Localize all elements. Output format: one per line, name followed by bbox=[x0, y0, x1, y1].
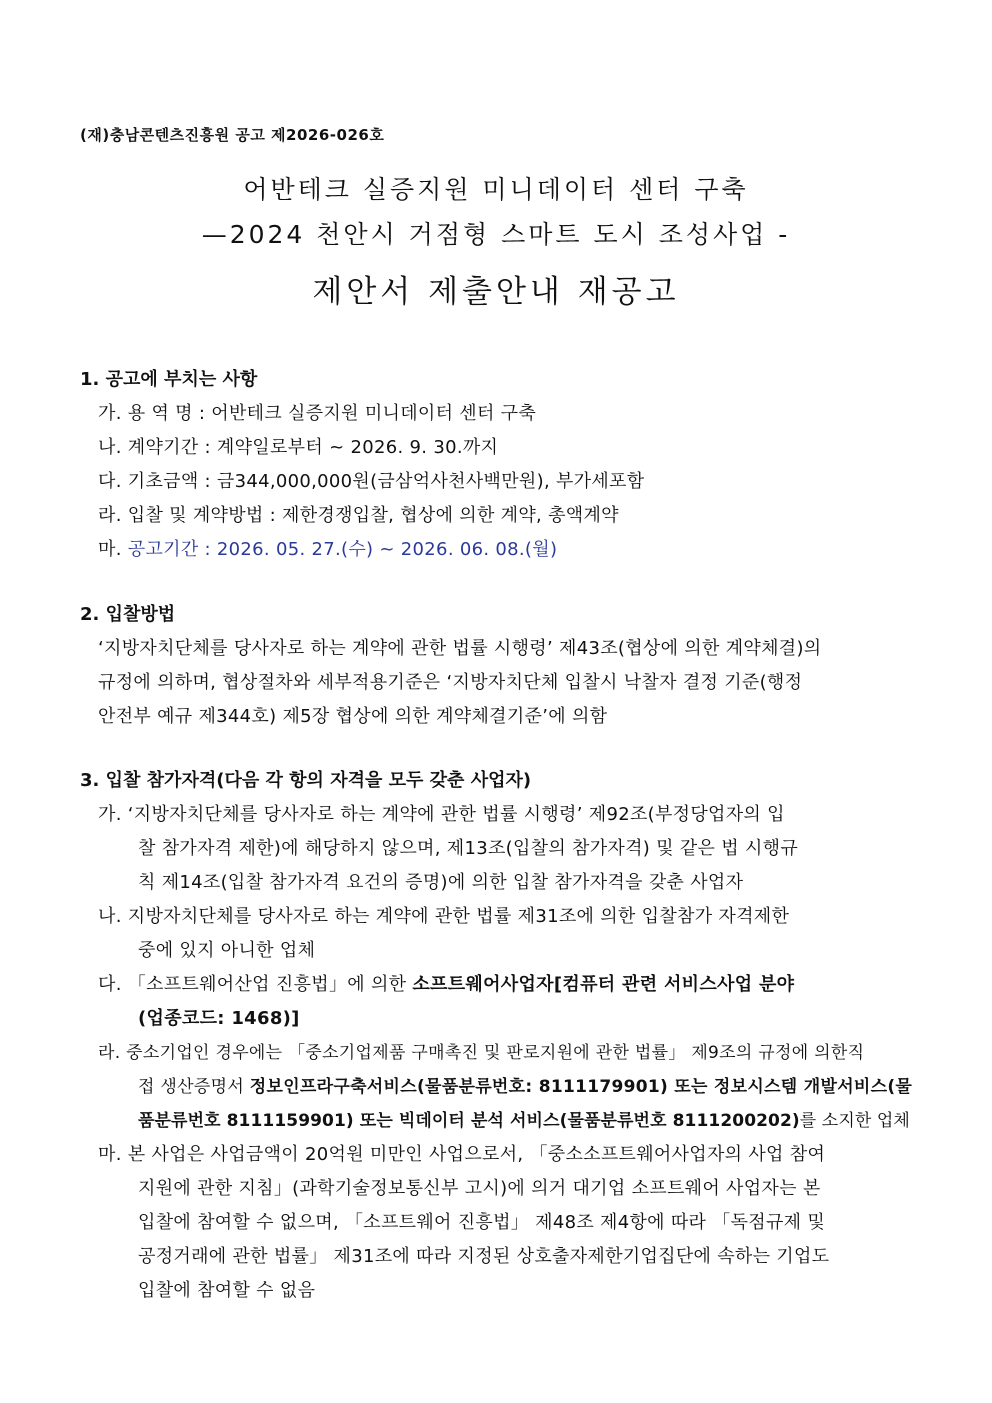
item-text: 지방자치단체를 당사자로 하는 계약에 관한 법률 제31조에 의한 입찰참가 자격제한 bbox=[127, 906, 790, 927]
item-marker: 마. bbox=[98, 539, 122, 560]
item-marker: 라. bbox=[98, 505, 122, 526]
item-continuation bbox=[138, 1106, 910, 1131]
item-text: ‘지방자치단체를 당사자로 하는 계약에 관한 법률 시행령’ 제92조(부정당업자의 입 bbox=[127, 804, 785, 825]
item-continuation bbox=[138, 1072, 912, 1097]
item-continuation: 공정거래에 관한 법률」 제31조에 따라 지정된 상호출자제한기업집단에 속하는 기업도 bbox=[138, 1246, 830, 1267]
section-1-item-ra bbox=[98, 501, 619, 527]
item-text: 본 사업은 사업금액이 20억원 미만인 사업으로서, 「중소소프트웨어사업자의 사업 참여 bbox=[127, 1144, 826, 1165]
section-3-item-ma bbox=[98, 1140, 825, 1166]
item-text: 「소프트웨어산업 진흥법」에 의한 bbox=[127, 974, 413, 995]
item-text-emphasis: 소프트웨어사업자[컴퓨터 관련 서비스사업 분야 bbox=[412, 974, 795, 995]
item-value: 2026. 05. 27.(수) ~ 2026. 06. 08.(월) bbox=[216, 539, 558, 560]
item-marker: 가. bbox=[98, 403, 122, 424]
section-1-item-na bbox=[98, 433, 498, 459]
item-continuation: 입찰에 참여할 수 없음 bbox=[138, 1280, 316, 1301]
section-3-item-ra bbox=[98, 1038, 864, 1063]
item-marker: 나. bbox=[98, 437, 122, 458]
section-2-line: 안전부 예규 제344호) 제5장 협상에 의한 계약체결기준’에 의함 bbox=[98, 706, 608, 727]
section-3-item-na bbox=[98, 902, 789, 928]
item-marker: 다. bbox=[98, 471, 122, 492]
item-value: 어반테크 실증지원 미니데이터 센터 구축 bbox=[211, 403, 537, 424]
item-marker: 나. bbox=[98, 906, 122, 927]
item-continuation: 칙 제14조(입찰 참가자격 요건의 증명)에 의한 입찰 참가자격을 갖춘 사업자 bbox=[138, 872, 744, 893]
item-value: 금344,000,000원(금삼억사천사백만원), 부가세포함 bbox=[216, 471, 645, 492]
item-text: 를 소지한 업체 bbox=[799, 1111, 910, 1131]
item-marker: 가. bbox=[98, 804, 122, 825]
item-continuation: 찰 참가자격 제한)에 해당하지 않으며, 제13조(입찰의 참가자격) 및 같은 법 시행규 bbox=[138, 838, 799, 859]
document-title: 제안서 제출안내 재공고 bbox=[312, 274, 680, 310]
title-line-2: —2024 천안시 거점형 스마트 도시 조성사업 - bbox=[201, 220, 791, 249]
title-line-1: 어반테크 실증지원 미니데이터 센터 구축 bbox=[243, 175, 749, 204]
item-label: 공고기간 : bbox=[127, 539, 211, 560]
section-1-item-ga bbox=[98, 399, 536, 425]
item-value: 계약일로부터 ~ 2026. 9. 30.까지 bbox=[216, 437, 499, 458]
section-1-item-ma bbox=[98, 535, 557, 561]
item-text-emphasis: 정보인프라구축서비스(물품분류번호: 8111179901) 또는 정보시스템 개발서비스(물 bbox=[249, 1077, 913, 1097]
item-text-emphasis: 품분류번호 8111159901) 또는 빅데이터 분석 서비스(물품분류번호 8111200202) bbox=[138, 1111, 800, 1131]
item-marker: 다. bbox=[98, 974, 122, 995]
section-2-heading: 2. 입찰방법 bbox=[80, 604, 176, 625]
item-marker: 라. bbox=[98, 1043, 121, 1063]
item-label: 용 역 명 : bbox=[127, 403, 206, 424]
item-label: 계약기간 : bbox=[127, 437, 211, 458]
section-3-item-da bbox=[98, 970, 794, 996]
notice-number: (재)충남콘텐츠진흥원 공고 제2026-026호 bbox=[80, 126, 385, 144]
item-label: 입찰 및 계약방법 : bbox=[127, 505, 276, 526]
section-1-heading: 1. 공고에 부치는 사항 bbox=[80, 369, 258, 390]
section-3-heading: 3. 입찰 참가자격(다음 각 항의 자격을 모두 갖춘 사업자) bbox=[80, 770, 532, 791]
section-2-line: ‘지방자치단체를 당사자로 하는 계약에 관한 법률 시행령’ 제43조(협상에 의한 계약체결)의 bbox=[98, 638, 822, 659]
section-2-line: 규정에 의하며, 협상절차와 세부적용기준은 ‘지방자치단체 입찰시 낙찰자 결정 기준(행정 bbox=[98, 672, 803, 693]
item-continuation: 지원에 관한 지침」(과학기술정보통신부 고시)에 의거 대기업 소프트웨어 사업자는 본 bbox=[138, 1178, 821, 1199]
item-text: 접 생산증명서 bbox=[138, 1077, 250, 1097]
item-text: 중소기업인 경우에는 「중소기업제품 구매촉진 및 판로지원에 관한 법률」 제9조의 규정에 의한직 bbox=[126, 1043, 865, 1063]
item-continuation: (업종코드: 1468)] bbox=[138, 1008, 300, 1029]
item-label: 기초금액 : bbox=[127, 471, 211, 492]
item-continuation: 중에 있지 아니한 업체 bbox=[138, 940, 316, 961]
item-marker: 마. bbox=[98, 1144, 122, 1165]
section-3-item-ga bbox=[98, 800, 785, 826]
item-value: 제한경쟁입찰, 협상에 의한 계약, 총액계약 bbox=[282, 505, 619, 526]
item-continuation: 입찰에 참여할 수 없으며, 「소프트웨어 진흥법」 제48조 제4항에 따라 「독점규제 및 bbox=[138, 1212, 826, 1233]
section-1-item-da bbox=[98, 467, 644, 493]
